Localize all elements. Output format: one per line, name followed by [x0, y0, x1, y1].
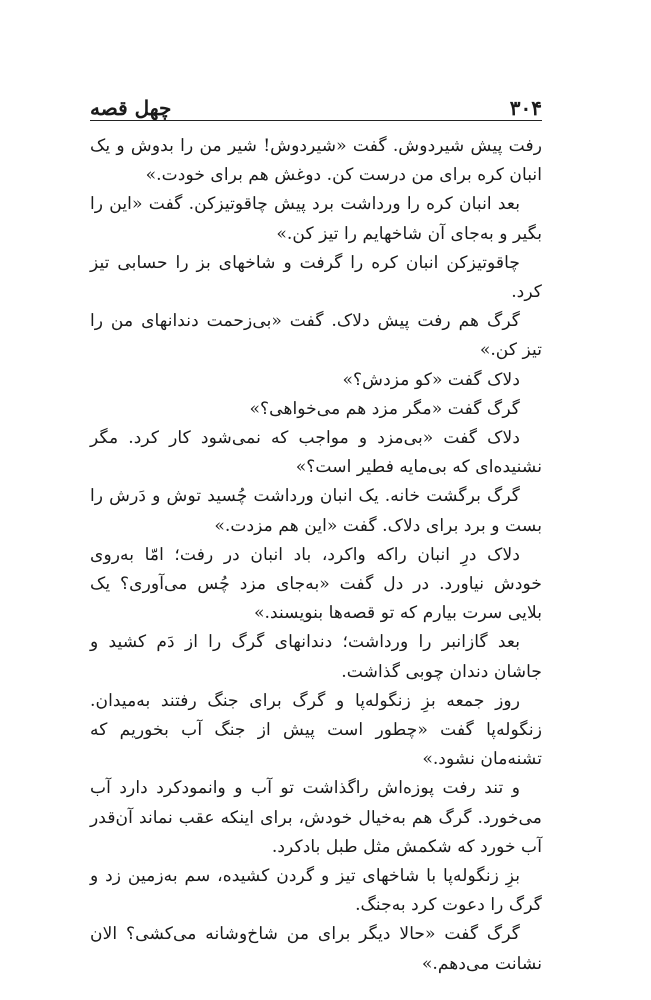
paragraph: دلاک گفت «بی‌مزد و مواجب که نمی‌شود کار کرد. مگر نشنیده‌ای که بی‌مایه فطیر است؟» [90, 428, 542, 478]
page-number: ۳۰۴ [509, 96, 542, 120]
paragraph: گرگ هم رفت پیش دلاک. گفت «بی‌زحمت دندانهای من را تیز کن.» [90, 311, 542, 361]
paragraph: و تند رفت پوزه‌اش راگذاشت تو آب و وانمودکرد دارد آب می‌خورد. گرگ هم به‌خیال خودش، برای اینکه عقب نماند آن‌قدر آب خورد که شکمش مثل طبل بادکرد. [90, 778, 542, 857]
paragraph: دلاک گفت «کو مزدش؟» [342, 369, 520, 390]
paragraph: رفت پیش شیردوش. گفت «شیردوش! شیر من را بدوش و یک انبان کره برای من درست کن. دوغش هم برای خودت.» [90, 136, 542, 186]
paragraph: بعد انبان کره را ورداشت برد پیش چاقوتیزکن. گفت «این را بگیر و به‌جای آن شاخهایم را تیز کن.» [90, 194, 542, 244]
paragraph: چاقوتیزکن انبان کره را گرفت و شاخهای بز را حسابی تیز کرد. [90, 252, 542, 303]
page-body [90, 132, 542, 979]
running-title: چهل قصه [90, 96, 172, 120]
paragraph: گرگ برگشت خانه. یک انبان ورداشت چُسید توش و دَرش را بست و برد برای دلاک. گفت «این هم مزدت.» [90, 486, 542, 536]
paragraph: روز جمعه بزِ زنگوله‌پا و گرگ برای جنگ رفتند به‌میدان. زنگوله‌پا گفت «چطور است پیش از جنگ آب بخوریم که تشنه‌مان نشود.» [90, 690, 542, 770]
paragraph: دلاک درِ انبان راکه واکرد، باد انبان در رفت؛ امّا به‌روی خودش نیاورد. در دل گفت «به‌جای مزد چُس می‌آوری؟ یک بلایی سرت بیارم که تو قصه‌ها بنویسند.» [90, 544, 542, 624]
page-header [90, 84, 542, 120]
paragraph: بزِ زنگوله‌پا با شاخهای تیز و گردن کشیده، سم به‌زمین زد و گرگ را دعوت کرد به‌جنگ. [90, 866, 542, 916]
paragraph: بعد گازانبر را ورداشت؛ دندانهای گرگ را از دَم کشید و جاشان دندان چوبی گذاشت. [90, 632, 542, 682]
header-rule [90, 120, 542, 121]
paragraph: گرگ گفت «مگر مزد هم می‌خواهی؟» [249, 398, 520, 419]
paragraph: گرگ گفت «حالا دیگر برای من شاخ‌وشانه می‌کشی؟ الان نشانت می‌دهم.» [90, 924, 542, 974]
